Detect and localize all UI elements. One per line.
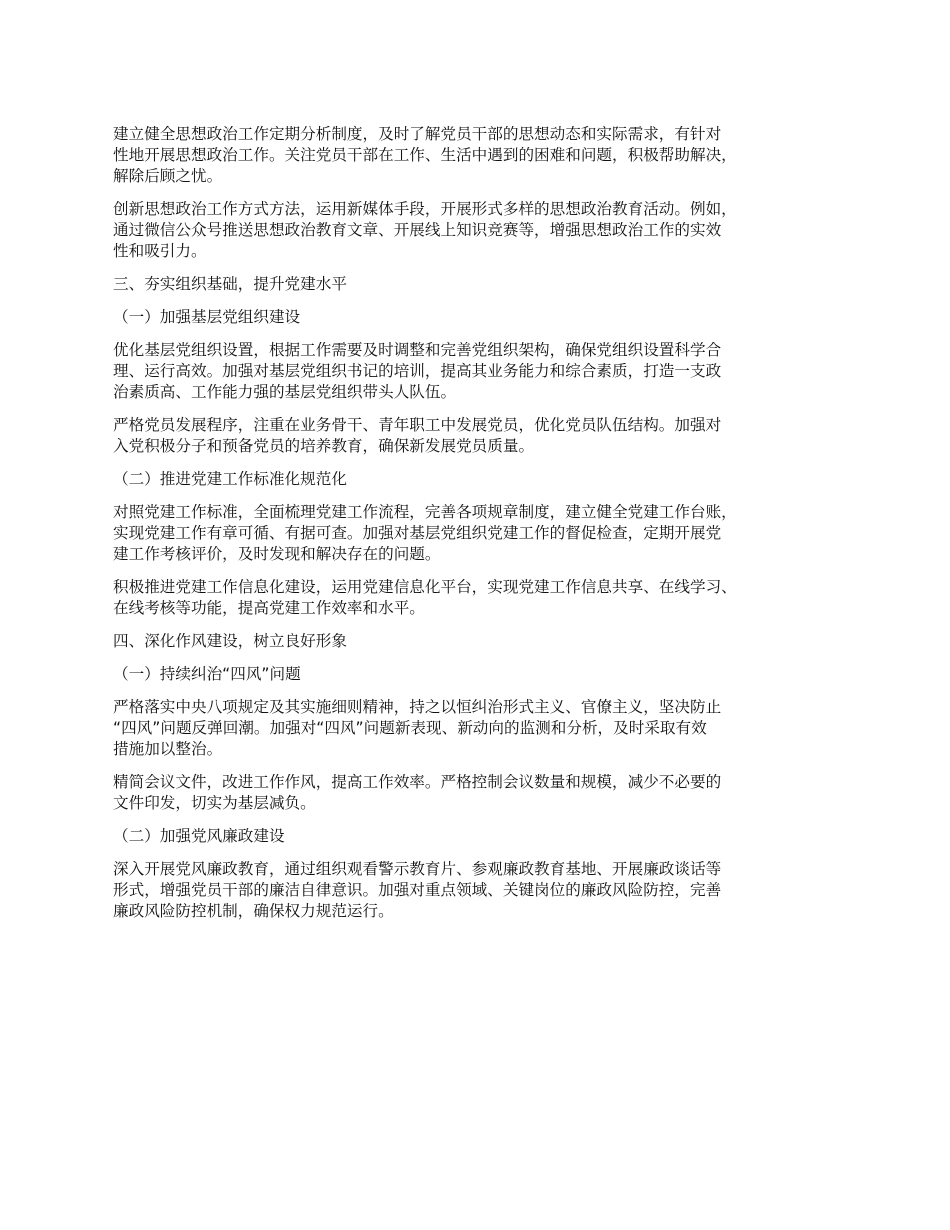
paragraph: 创新思想政治工作方式方法，运用新媒体手段，开展形式多样的思想政治教育活动。例如， 通过微信公众号推送思想政治教育文章、开展线上知识竞赛等，增强思想政治工作的实效 性和吸引力。 [113,200,737,260]
subsection-heading: （二）推进党建工作标准化规范化 [113,470,347,488]
subsection-heading: （二）加强党风廉政建设 [113,827,285,845]
paragraph: 精简会议文件，改进工作作风，提高工作效率。严格控制会议数量和规模，减少不必要的 文件印发，切实为基层减负。 [113,773,722,812]
document-page [113,124,858,934]
paragraph: 严格落实中央八项规定及其实施细则精神，持之以恒纠治形式主义、官僚主义，坚决防止 “四风”问题反弹回潮。加强对“四风”问题新表现、新动向的监测和分析，及时采取有效 措施加以整治。 [113,698,722,758]
paragraph: 积极推进党建工作信息化建设，运用党建信息化平台，实现党建工作信息共享、在线学习、 在线考核等功能，提高党建工作效率和水平。 [113,578,737,617]
section-heading: 三、夯实组织基础，提升党建水平 [113,275,347,293]
paragraph: 建立健全思想政治工作定期分析制度，及时了解党员干部的思想动态和实际需求，有针对 性地开展思想政治工作。关注党员干部在工作、生活中遇到的困难和问题，积极帮助解决， 解除后顾之忧。 [113,125,737,185]
paragraph: 对照党建工作标准，全面梳理党建工作流程，完善各项规章制度，建立健全党建工作台账， 实现党建工作有章可循、有据可查。加强对基层党组织党建工作的督促检查，定期开展党 建工作考核评价，及时发现和解决存在的问题。 [113,503,737,563]
paragraph: 深入开展党风廉政教育，通过组织观看警示教育片、参观廉政教育基地、开展廉政谈话等 形式，增强党员干部的廉洁自律意识。加强对重点领域、关键岗位的廉政风险防控，完善 廉政风险防控机制，确保权力规范运行。 [113,860,722,920]
subsection-heading: （一）加强基层党组织建设 [113,308,301,326]
paragraph: 优化基层党组织设置，根据工作需要及时调整和完善党组织架构，确保党组织设置科学合 理、运行高效。加强对基层党组织书记的培训，提高其业务能力和综合素质，打造一支政 治素质高、工作能力强的基层党组织带头人队伍。 [113,341,722,401]
section-heading: 四、深化作风建设，树立良好形象 [113,632,347,650]
subsection-heading: （一）持续纠治“四风”问题 [113,665,301,683]
paragraph: 严格党员发展程序，注重在业务骨干、青年职工中发展党员，优化党员队伍结构。加强对 入党积极分子和预备党员的培养教育，确保新发展党员质量。 [113,416,722,455]
